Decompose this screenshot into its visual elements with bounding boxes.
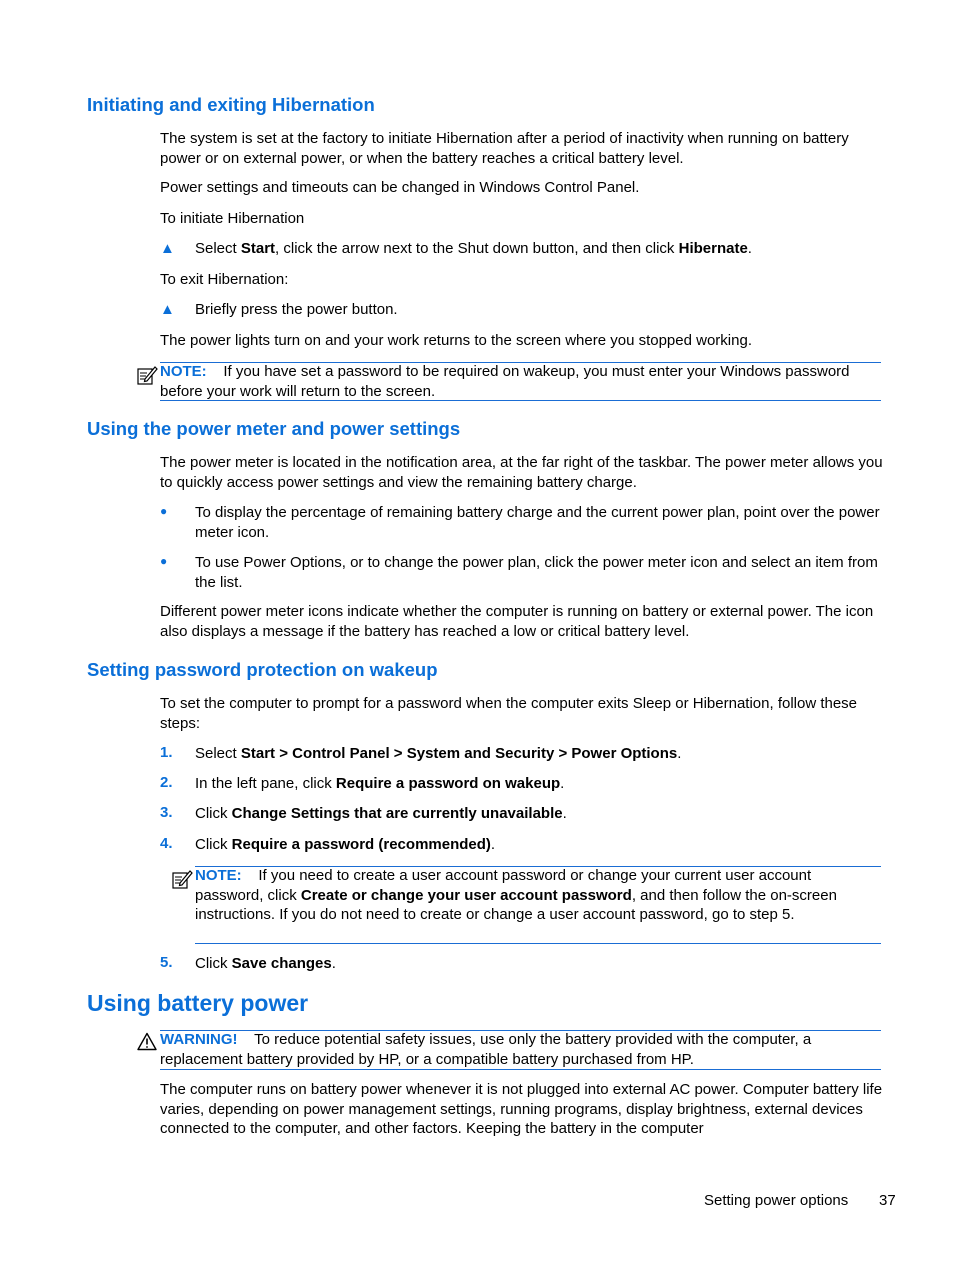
note-bottom-rule xyxy=(160,400,881,401)
step-number: 5. xyxy=(160,954,173,971)
step-number: 2. xyxy=(160,774,173,791)
footer-page-number: 37 xyxy=(879,1192,896,1209)
battery-paragraph-1: The computer runs on battery power whenever it is not plugged into external AC power. Computer battery life varies, depending on power management settings, running programs, display brightness, external devices connected to the computer, and other factors. Keeping the battery in the computer xyxy=(160,1081,883,1137)
note-bottom-rule xyxy=(195,943,881,944)
note-password: NOTE: If you need to create a user account password or change your current user account password, click Create or change your user account password, and then follow the on-screen instructions. If you do not need to create or change a user account password, go to step 5. xyxy=(195,867,837,923)
dot-bullet-icon: ● xyxy=(160,504,168,518)
hibernation-paragraph-5: The power lights turn on and your work returns to the screen where you stopped working. xyxy=(160,332,752,349)
heading-battery-power: Using battery power xyxy=(87,990,309,1016)
heading-hibernation: Initiating and exiting Hibernation xyxy=(87,94,375,115)
password-paragraph-1: To set the computer to prompt for a password when the computer exits Sleep or Hibernation, follow these steps: xyxy=(160,695,858,732)
hibernation-paragraph-1: The system is set at the factory to initiate Hibernation after a period of inactivity when running on battery power or on external power, or when the battery reaches a critical battery level. xyxy=(160,130,849,167)
hibernation-paragraph-2: Power settings and timeouts can be changed in Windows Control Panel. xyxy=(160,179,640,196)
warning-battery: WARNING! To reduce potential safety issues, use only the battery provided with the computer, a replacement battery provided by HP, or a compatible battery purchased from HP. xyxy=(160,1031,812,1068)
password-step-1: Select Start > Control Panel > System and Security > Power Options. xyxy=(195,745,682,762)
power-meter-paragraph-2: Different power meter icons indicate whether the computer is running on battery or external power. The icon also displays a message if the battery has reached a low or critical battery level. xyxy=(160,603,874,640)
hibernation-paragraph-4: To exit Hibernation: xyxy=(160,271,289,288)
note-hibernation: NOTE: If you have set a password to be required on wakeup, you must enter your Windows password before your work will return to the screen. xyxy=(160,363,850,400)
heading-power-meter: Using the power meter and power settings xyxy=(87,418,461,439)
heading-password-wakeup: Setting password protection on wakeup xyxy=(87,659,438,680)
power-meter-paragraph-1: The power meter is located in the notification area, at the far right of the taskbar. The power meter allows you to quickly access power settings and view the remaining battery charge. xyxy=(160,454,883,491)
hibernation-paragraph-3: To initiate Hibernation xyxy=(160,210,305,227)
password-step-5: Click Save changes. xyxy=(195,955,336,972)
power-meter-bullet-2: To use Power Options, or to change the power plan, click the power meter icon and select an item from the list. xyxy=(195,554,878,591)
password-step-4: Click Require a password (recommended). xyxy=(195,836,496,853)
note-icon xyxy=(136,364,158,386)
triangle-bullet-icon: ▲ xyxy=(160,240,175,257)
step-number: 3. xyxy=(160,804,173,821)
note-icon xyxy=(171,868,193,890)
power-meter-bullet-1: To display the percentage of remaining battery charge and the current power plan, point over the power meter icon. xyxy=(195,504,880,541)
warning-icon xyxy=(137,1032,157,1051)
dot-bullet-icon: ● xyxy=(160,554,168,568)
footer-section-title: Setting power options xyxy=(704,1192,849,1209)
password-step-2: In the left pane, click Require a password on wakeup. xyxy=(195,775,565,792)
step-number: 1. xyxy=(160,744,173,761)
step-number: 4. xyxy=(160,835,173,852)
password-step-3: Click Change Settings that are currently unavailable. xyxy=(195,805,567,822)
hibernation-step-exit: Briefly press the power button. xyxy=(195,301,398,318)
hibernation-step-initiate: Select Start, click the arrow next to the Shut down button, and then click Hibernate. xyxy=(195,240,752,257)
triangle-bullet-icon: ▲ xyxy=(160,301,175,318)
warning-bottom-rule xyxy=(160,1069,881,1070)
